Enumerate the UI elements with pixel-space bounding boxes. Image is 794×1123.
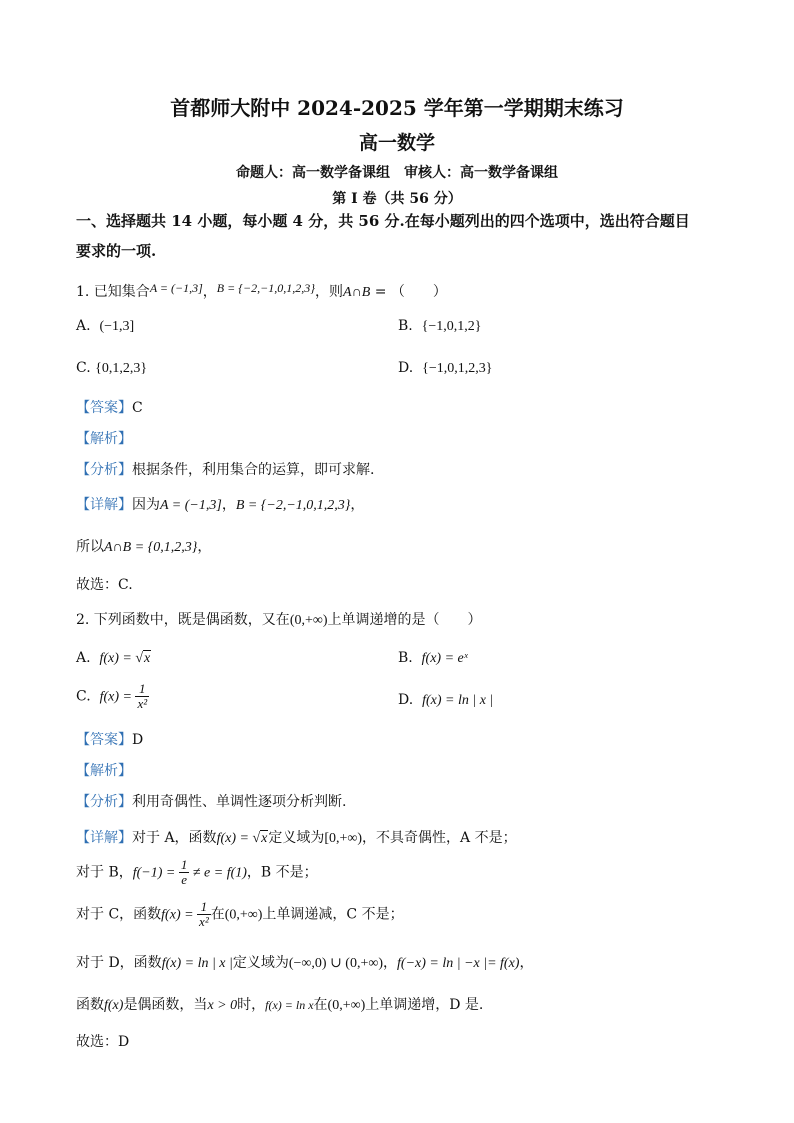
option-value: {0,1,2,3} xyxy=(95,361,148,376)
detail-text: 对于 B， xyxy=(76,864,133,881)
detail-math: B = {−2,−1,0,1,2,3} xyxy=(235,498,351,513)
detail-text: ， xyxy=(519,955,534,971)
fraction xyxy=(179,858,190,887)
question-2-stem xyxy=(76,609,482,629)
fraction-numerator: 1 xyxy=(197,900,211,915)
q2-option-a xyxy=(76,650,151,667)
q1-option-a xyxy=(76,318,134,335)
q2-option-c xyxy=(76,682,149,711)
q2-stem-text: 2. 下列函数中，既是偶函数，又在 xyxy=(76,612,290,628)
fenxi-tag: 【分析】 xyxy=(76,462,132,478)
detail-text: ，不具奇偶性，A 不是； xyxy=(362,830,517,846)
q1-answer xyxy=(76,397,143,417)
detail-math: (0,+∞) xyxy=(224,907,263,923)
option-lhs: f(x) = xyxy=(99,651,136,666)
answer-value: C xyxy=(132,400,143,416)
sqrt-symbol: √x xyxy=(135,651,151,666)
subject-title: 高一数学 xyxy=(358,132,435,154)
detail-text: 定义域为 xyxy=(232,955,289,971)
detail-math: [0,+∞) xyxy=(324,831,363,846)
detail-math: f(x) = xyxy=(216,831,253,846)
q1-option-c xyxy=(76,360,147,377)
q2-detail-a xyxy=(76,827,517,847)
detail-text: 在 xyxy=(313,997,328,1013)
detail-text: 时， xyxy=(237,997,266,1013)
detail-text: ，B 不是； xyxy=(246,864,318,881)
option-label: D. xyxy=(398,360,414,376)
q1-expression: A∩B xyxy=(343,285,371,300)
question-1-stem xyxy=(76,281,447,301)
detail-math: f(x) xyxy=(104,998,124,1013)
q1-paren: = （ ） xyxy=(370,284,447,300)
detail-math: f(−1) = xyxy=(132,865,179,881)
detail-text: 对于 C，函数 xyxy=(76,906,162,923)
fraction-denominator: e xyxy=(181,872,187,887)
option-value: f(x) = eˣ xyxy=(421,651,468,666)
option-value: {−1,0,1,2} xyxy=(421,319,482,334)
detail-text: 函数 xyxy=(76,997,104,1013)
q1-comma: ， xyxy=(202,284,217,300)
exam-title: 首都师大附中 2024-2025 学年第一学期期末练习 xyxy=(170,96,624,120)
detail-text: 在 xyxy=(210,906,225,923)
sqrt-symbol: √x xyxy=(252,831,268,846)
fenxi-tag: 【分析】 xyxy=(76,794,132,810)
option-label: C. xyxy=(76,688,91,705)
q1-conclusion: 故选：C. xyxy=(76,577,133,593)
detail-text: 对于 A，函数 xyxy=(132,830,217,846)
detail-math: (0,+∞) xyxy=(327,998,366,1013)
option-label: A. xyxy=(76,318,91,334)
section-heading: 第 I 卷（共 56 分） xyxy=(332,191,462,207)
q2-stem-interval: (0,+∞) xyxy=(289,613,328,628)
instruction-line-1: 一、选择题共 14 小题，每小题 4 分，共 56 分.在每小题列出的四个选项中，选出符合题目 xyxy=(76,212,690,230)
q1-detail-line-1 xyxy=(76,494,364,514)
detail-math: A = (−1,3] xyxy=(160,498,222,513)
detail-math: f(x) = xyxy=(161,907,198,923)
option-label: C. xyxy=(76,360,91,376)
detail-text: ， xyxy=(350,497,365,513)
q2-analysis-tag xyxy=(76,760,132,780)
fraction-denominator: x² xyxy=(137,696,148,711)
instruction-line-2: 要求的一项. xyxy=(76,242,157,260)
detail-math: f(x) = ln | x | xyxy=(161,956,233,971)
q2-option-d xyxy=(398,692,493,709)
q2-detail-c xyxy=(76,900,404,929)
detail-math: f(−x) = ln | −x |= f(x) xyxy=(397,956,520,971)
analysis-tag: 【解析】 xyxy=(76,763,132,779)
option-label: D. xyxy=(398,692,414,708)
q2-detail-d xyxy=(76,952,533,972)
detail-text: 所以 xyxy=(76,539,104,555)
fraction xyxy=(135,682,149,711)
q2-answer xyxy=(76,729,143,749)
q1-prefix: 1. 已知集合 xyxy=(76,284,150,300)
option-label: A. xyxy=(76,650,91,666)
fraction-numerator: 1 xyxy=(180,857,188,872)
q1-analysis-tag xyxy=(76,428,132,448)
option-lhs: f(x) = xyxy=(99,689,136,705)
q2-stem-text: 上单调递增的是（ ） xyxy=(327,612,482,628)
q1-option-b xyxy=(398,318,482,335)
option-label: B. xyxy=(398,318,413,334)
detail-tag: 【详解】 xyxy=(76,497,132,513)
fraction xyxy=(197,900,211,929)
detail-tag: 【详解】 xyxy=(76,830,132,846)
answer-value: D xyxy=(132,732,144,748)
option-label: B. xyxy=(398,650,413,666)
detail-text: 是偶函数，当 xyxy=(123,997,208,1013)
analysis-tag: 【解析】 xyxy=(76,431,132,447)
option-value: (−1,3] xyxy=(99,319,135,334)
detail-text: 对于 D，函数 xyxy=(76,955,162,971)
detail-math: f(x) = ln x xyxy=(265,998,314,1012)
detail-text: ， xyxy=(221,497,236,513)
detail-math: ≠ e = f(1) xyxy=(189,865,247,881)
q1-mid: ，则 xyxy=(315,284,344,300)
option-value: {−1,0,1,2,3} xyxy=(422,361,493,376)
detail-text: ， xyxy=(197,539,212,555)
answer-tag: 【答案】 xyxy=(76,732,132,748)
q2-fenxi xyxy=(76,791,346,811)
q1-set-b: B = {−2,−1,0,1,2,3} xyxy=(216,281,316,295)
detail-text: 因为 xyxy=(132,497,160,513)
fenxi-text: 利用奇偶性、单调性逐项分析判断. xyxy=(132,794,347,810)
fenxi-text: 根据条件，利用集合的运算，即可求解. xyxy=(132,462,375,478)
detail-math: x > 0 xyxy=(207,998,238,1013)
fraction-numerator: 1 xyxy=(135,682,149,697)
authors-line: 命题人：高一数学备课组 审核人：高一数学备课组 xyxy=(236,165,558,181)
radicand: x xyxy=(261,831,268,846)
q2-conclusion: 故选：D xyxy=(76,1034,130,1050)
detail-math: A∩B = {0,1,2,3} xyxy=(104,540,198,555)
detail-text: 定义域为 xyxy=(268,830,325,846)
q1-detail-line-2 xyxy=(76,536,211,556)
q1-set-a: A = (−1,3] xyxy=(149,281,203,295)
detail-text: 上单调递增，D 是. xyxy=(365,997,484,1013)
option-value: f(x) = ln | x | xyxy=(422,693,494,708)
detail-text: ， xyxy=(383,955,398,971)
answer-tag: 【答案】 xyxy=(76,400,132,416)
q2-detail-b xyxy=(76,858,318,887)
radicand: x xyxy=(144,651,151,666)
detail-math: (−∞,0) ∪ (0,+∞) xyxy=(288,956,384,971)
fraction-denominator: x² xyxy=(199,914,209,929)
q1-option-d xyxy=(398,360,492,377)
q2-option-b xyxy=(398,650,468,667)
q2-detail-e xyxy=(76,994,483,1014)
q1-fenxi xyxy=(76,459,374,479)
detail-text: 上单调递减，C 不是； xyxy=(262,906,404,923)
